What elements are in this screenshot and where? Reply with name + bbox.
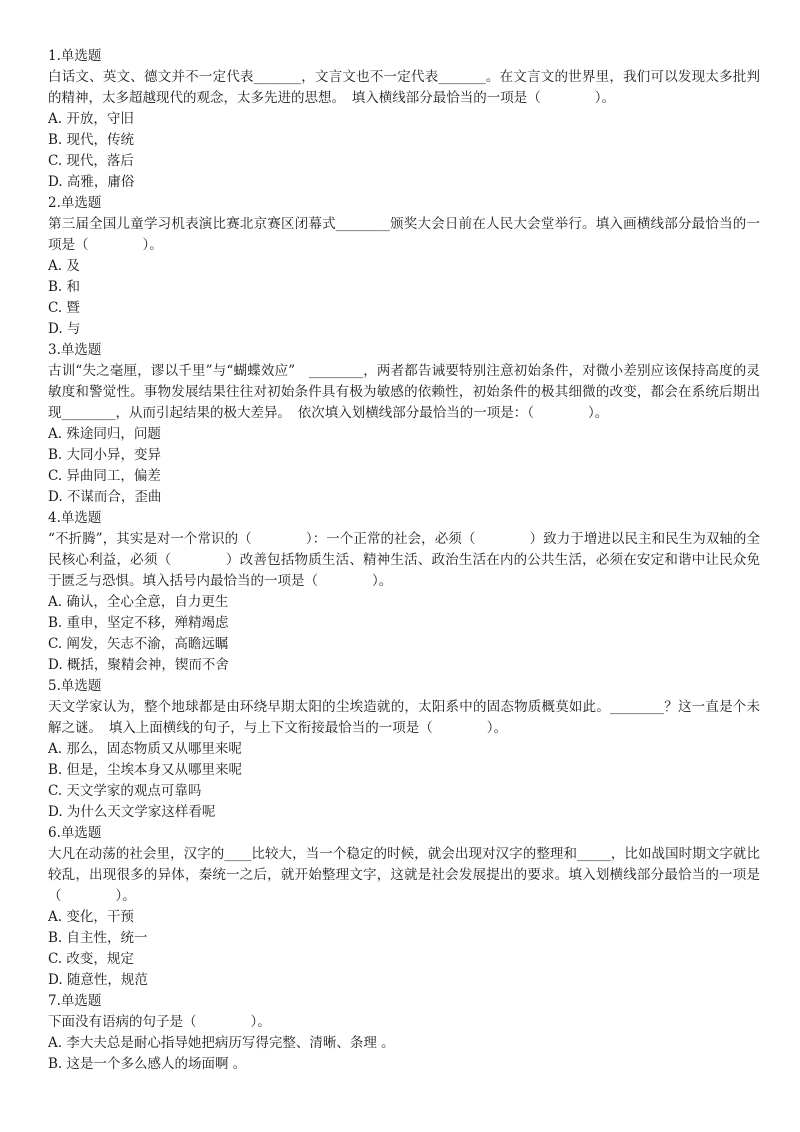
option-d: D. 概括，聚精会神，锲而不舍	[48, 657, 229, 673]
question-stem: “不折腾”，其实是对一个常识的（ ）：一个正常的社会，必须（ ）致力于增进以民主和民生为双轴的全民核心利益，必须（ ）改善包括物质生活、精神生活、政治生活在内的公共生活，必须在安定和谐中让民众免于匮乏与恐惧。填入括号内最恰当的一项是（ ）。	[48, 531, 760, 589]
option-b: B. 现代，传统	[48, 132, 135, 148]
option-c: C. 现代，落后	[48, 153, 134, 169]
question-stem: 第三届全国儿童学习机表演比赛北京赛区闭幕式________颁奖大会日前在人民大会堂举行。填入画横线部分最恰当的一项是（ ）。	[48, 216, 760, 253]
option-b: B. 但是，尘埃本身又从哪里来呢	[48, 762, 243, 778]
option-b: B. 自主性，统一	[48, 930, 148, 946]
question-type-label: 6.单选题	[48, 825, 102, 841]
question-7	[48, 991, 760, 1075]
question-5	[48, 676, 760, 823]
option-c: C. 改变，规定	[48, 951, 134, 967]
option-b: B. 和	[48, 279, 81, 295]
question-stem: 下面没有语病的句子是（ ）。	[48, 1014, 271, 1030]
question-stem: 天文学家认为，整个地球都是由环绕早期太阳的尘埃造就的，太阳系中的固态物质概莫如此。________？这一直是个未解之谜。 填入上面横线的句子，与上下文衔接最恰当的一项是（ ）。	[48, 699, 760, 736]
question-type-label: 4.单选题	[48, 510, 102, 526]
option-b: B. 大同小异，变异	[48, 447, 162, 463]
option-b: B. 重申，坚定不移，殚精竭虑	[48, 615, 229, 631]
question-type-label: 1.单选题	[48, 48, 102, 64]
option-b: B. 这是一个多么感人的场面啊 。	[48, 1056, 247, 1072]
option-a: A. 及	[48, 258, 80, 274]
option-a: A. 那么，固态物质又从哪里来呢	[48, 741, 242, 757]
option-c: C. 天文学家的观点可靠吗	[48, 783, 202, 799]
option-a: A. 李大夫总是耐心指导她把病历写得完整、清晰、条理 。	[48, 1035, 395, 1051]
option-c: C. 暨	[48, 300, 80, 316]
question-6	[48, 823, 760, 991]
question-4	[48, 508, 760, 676]
option-d: D. 高雅，庸俗	[48, 174, 135, 190]
option-a: A. 确认，全心全意，自力更生	[48, 594, 229, 610]
option-d: D. 不谋而合，歪曲	[48, 489, 162, 505]
option-d: D. 与	[48, 321, 81, 337]
option-c: C. 异曲同工，偏差	[48, 468, 161, 484]
question-2	[48, 193, 760, 340]
option-a: A. 开放，守旧	[48, 111, 134, 127]
option-a: A. 变化，干预	[48, 909, 134, 925]
question-1	[48, 46, 760, 193]
question-document	[48, 46, 760, 1075]
question-type-label: 5.单选题	[48, 678, 102, 694]
option-c: C. 阐发，矢志不渝，高瞻远瞩	[48, 636, 229, 652]
question-type-label: 2.单选题	[48, 195, 102, 211]
question-stem: 大凡在动荡的社会里，汉字的____比较大，当一个稳定的时候，就会出现对汉字的整理和_____，比如战国时期文字就比较乱，出现很多的异体，秦统一之后，就开始整理文字，这就是社会发展提出的要求。填入划横线部分最恰当的一项是（ ）。	[48, 846, 760, 904]
option-d: D. 随意性，规范	[48, 972, 148, 988]
question-stem: 古训“失之毫厘，谬以千里”与“蝴蝶效应” ________，两者都告诫要特别注意初始条件，对微小差别应该保持高度的灵敏度和警觉性。事物发展结果往往对初始条件具有极为敏感的依赖性，初始条件的极其细微的改变，都会在系统后期出现________，从而引起结果的极大差异。 依次填入划横线部分最恰当的一项是：（ ）。	[48, 363, 760, 421]
question-type-label: 7.单选题	[48, 993, 102, 1009]
option-d: D. 为什么天文学家这样看呢	[48, 804, 216, 820]
question-stem: 白话文、英文、德文并不一定代表_______，文言文也不一定代表_______。在文言文的世界里，我们可以发现太多批判的精神，太多超越现代的观念，太多先进的思想。 填入横线部分最恰当的一项是（ ）。	[48, 69, 760, 106]
option-a: A. 殊途同归，问题	[48, 426, 161, 442]
question-type-label: 3.单选题	[48, 342, 102, 358]
question-3	[48, 340, 760, 508]
